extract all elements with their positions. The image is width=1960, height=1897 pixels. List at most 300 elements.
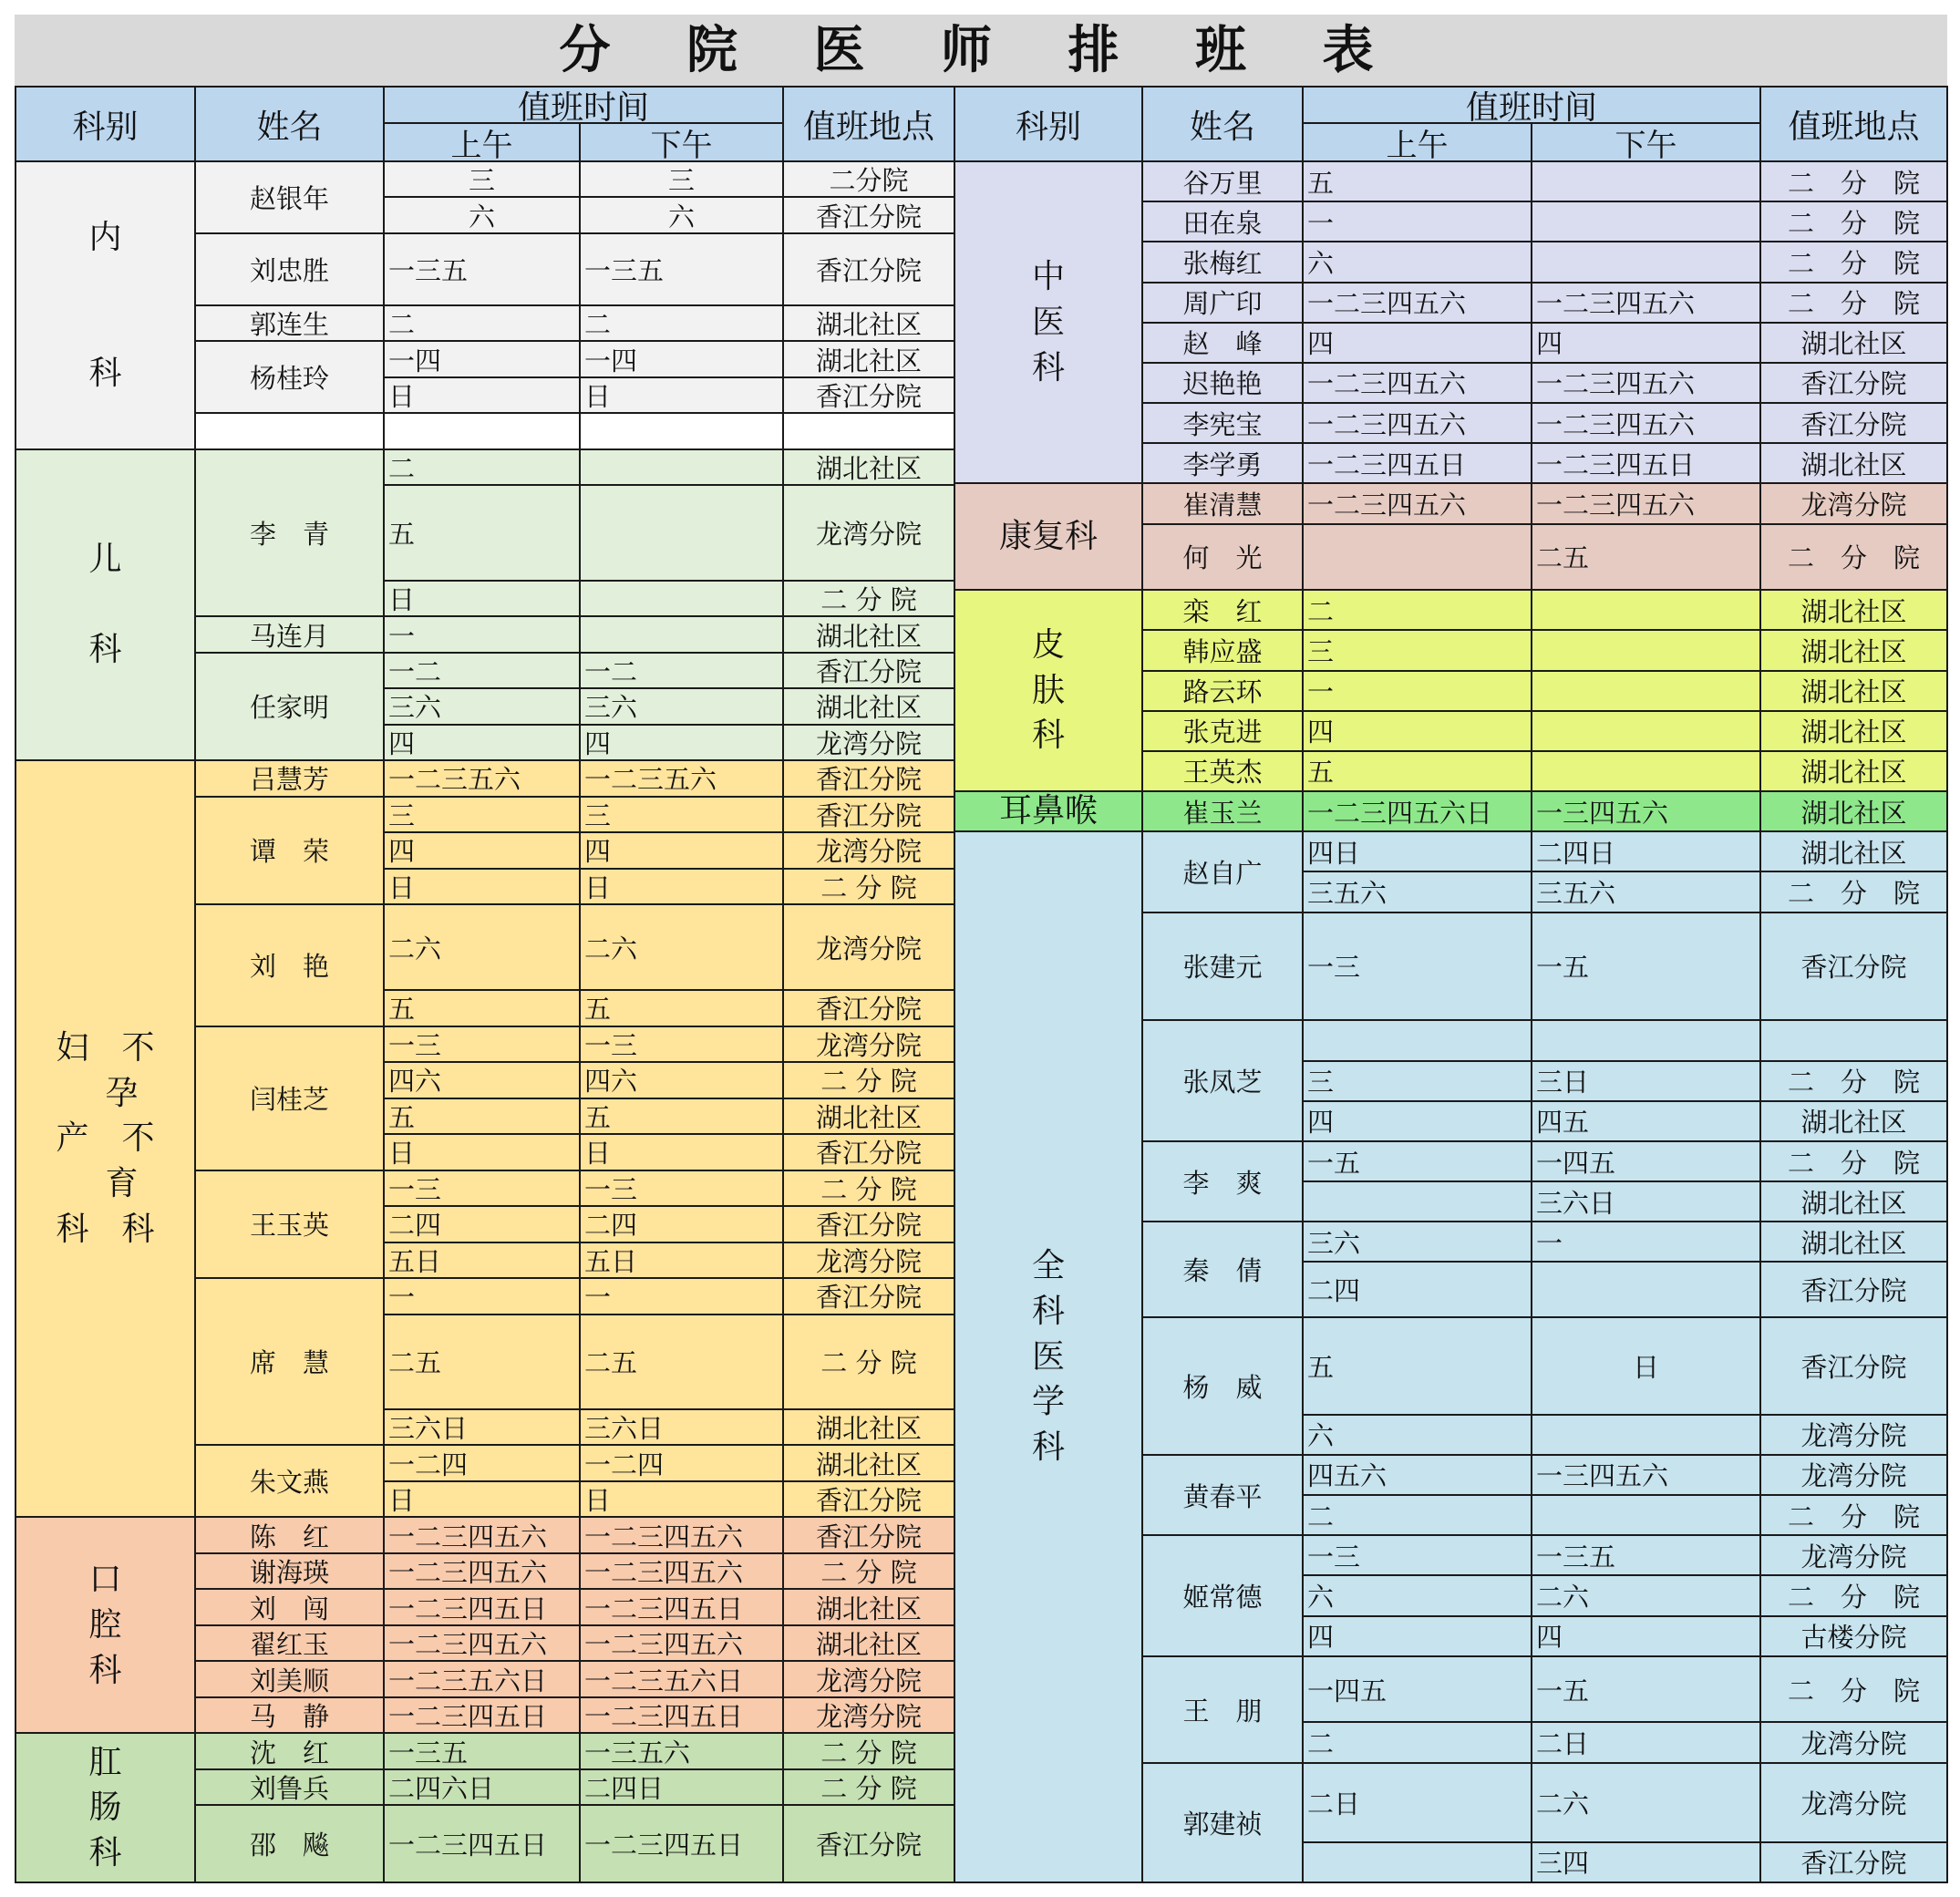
- right-slot-pm: [1532, 202, 1761, 242]
- right-slot-pm: [1532, 324, 1761, 364]
- left-doctor-name-text: 王玉英: [249, 1210, 329, 1242]
- left-slot-am: [385, 162, 581, 198]
- right-slot-location: [1761, 1617, 1948, 1657]
- left-slot-location-text: 香江分院: [815, 656, 922, 687]
- left-slot-location: [784, 378, 955, 414]
- right-doctor-name-text: 崔玉兰: [1182, 797, 1263, 829]
- right-header-pm: [1532, 124, 1761, 162]
- left-doctor-name: [196, 1446, 385, 1518]
- left-slot-am: [385, 1518, 581, 1553]
- right-slot-pm: [1532, 1456, 1761, 1496]
- left-slot-pm-text: 一二三四五六: [584, 1521, 744, 1552]
- left-slot-location: [784, 1171, 955, 1207]
- right-slot-location: [1761, 1456, 1948, 1496]
- right-slot-pm: [1532, 1263, 1761, 1318]
- right-slot-am-text: 一三: [1307, 1541, 1361, 1572]
- right-slot-pm-text: 一四五: [1536, 1147, 1616, 1179]
- left-doctor-name: [196, 450, 385, 617]
- right-slot-pm-text: 一二三四五六: [1536, 489, 1696, 521]
- left-doctor-name: [196, 798, 385, 905]
- left-slot-am: [385, 654, 581, 689]
- right-slot-pm: [1532, 1102, 1761, 1142]
- right-slot-location: [1761, 631, 1948, 671]
- left-slot-location-text: 湖北社区: [815, 1413, 922, 1445]
- left-slot-am: [385, 1482, 581, 1518]
- right-slot-pm: [1532, 404, 1761, 444]
- right-header-dept: [955, 86, 1143, 162]
- right-slot-pm: [1532, 752, 1761, 792]
- left-slot-location-text: 湖北社区: [815, 453, 922, 485]
- right-slot-location-text: 湖北社区: [1800, 595, 1907, 627]
- right-slot-am: [1304, 242, 1532, 283]
- right-slot-pm: [1532, 672, 1761, 712]
- right-slot-location: [1761, 1576, 1948, 1616]
- left-slot-pm-text: 六: [667, 201, 695, 232]
- left-slot-am-text: 三: [468, 165, 495, 197]
- left-slot-pm: [581, 1590, 784, 1625]
- left-slot-location: [784, 1315, 955, 1410]
- left-slot-pm: [581, 234, 784, 306]
- right-slot-pm-text: 一三五: [1536, 1541, 1616, 1572]
- right-doctor-name: [1143, 404, 1304, 444]
- left-slot-location: [784, 689, 955, 725]
- left-slot-location: [784, 306, 955, 342]
- right-slot-location: [1761, 242, 1948, 283]
- right-slot-location: [1761, 1496, 1948, 1536]
- right-doctor-name-text: 路云环: [1182, 676, 1263, 708]
- right-doctor-name-text: 赵自广: [1182, 857, 1263, 889]
- left-slot-am-text: 四六: [388, 1066, 442, 1098]
- left-slot-pm: [581, 1662, 784, 1697]
- right-slot-location-text: 二 分 院: [1787, 1675, 1920, 1706]
- right-slot-location: [1761, 872, 1948, 912]
- left-slot-pm: [581, 1734, 784, 1769]
- left-slot-location: [784, 1734, 955, 1769]
- left-slot-pm: [581, 198, 784, 233]
- right-slot-am-text: 一五: [1307, 1147, 1361, 1179]
- left-slot-am-text: 一二三四五六: [388, 1629, 548, 1661]
- left-slot-location-text: 龙湾分院: [815, 1029, 922, 1061]
- left-slot-am-text: 四: [388, 836, 416, 868]
- right-slot-pm-text: 一二三四五六: [1536, 408, 1696, 440]
- left-slot-pm-text: 一二三四五日: [584, 1701, 744, 1733]
- right-slot-am: [1304, 444, 1532, 484]
- right-slot-location: [1761, 712, 1948, 752]
- right-doctor-name: [1143, 792, 1304, 832]
- left-doctor-name: [196, 1027, 385, 1171]
- left-doctor-name-text: 刘美顺: [249, 1665, 329, 1696]
- left-slot-pm-text: 一三: [584, 1173, 638, 1205]
- right-slot-location: [1761, 1723, 1948, 1763]
- left-slot-location-text: 二 分 院: [820, 1557, 917, 1589]
- right-slot-am: [1304, 591, 1532, 631]
- left-slot-location-text: 香江分院: [815, 1485, 922, 1517]
- left-doctor-name-text: 刘 艳: [249, 951, 329, 983]
- left-slot-am-text: 二六: [388, 933, 442, 964]
- left-header-dept: [15, 86, 196, 162]
- right-slot-pm: [1532, 1657, 1761, 1724]
- left-slot-pm: [581, 905, 784, 991]
- left-slot-am: [385, 342, 581, 377]
- left-doctor-name-text: 谭 荣: [249, 836, 329, 868]
- right-slot-am: [1304, 1764, 1532, 1843]
- left-doctor-name-text: 翟红玉: [249, 1629, 329, 1661]
- left-slot-pm-text: 二六: [584, 933, 638, 964]
- left-slot-location: [784, 1626, 955, 1662]
- left-slot-am-text: 三六日: [388, 1413, 469, 1445]
- right-slot-am: [1304, 712, 1532, 752]
- left-slot-location-text: 二 分 院: [820, 1773, 917, 1805]
- left-slot-pm-text: 一四: [584, 345, 638, 376]
- right-slot-am: [1304, 1021, 1532, 1061]
- right-header-name-text: 姓名: [1189, 108, 1255, 146]
- left-slot-location-text: 香江分院: [815, 799, 922, 831]
- right-slot-pm: [1532, 1496, 1761, 1536]
- left-doctor-name: [196, 761, 385, 797]
- left-slot-location-text: 湖北社区: [815, 309, 922, 341]
- right-doctor-name-text: 李 爽: [1182, 1167, 1263, 1199]
- left-slot-location: [784, 761, 955, 797]
- right-slot-am: [1304, 1062, 1532, 1102]
- right-slot-am-text: 一四五: [1307, 1675, 1387, 1706]
- right-slot-am-text: 一二三四五六: [1307, 408, 1467, 440]
- right-slot-am-text: 一二三四五日: [1307, 448, 1467, 480]
- right-slot-pm: [1532, 1723, 1761, 1763]
- right-slot-pm-text: 四五: [1536, 1107, 1590, 1139]
- left-header-name: [196, 86, 385, 162]
- left-slot-location: [784, 833, 955, 869]
- right-doctor-name: [1143, 324, 1304, 364]
- left-slot-am-text: 三六: [388, 692, 442, 724]
- left-slot-pm: [581, 486, 784, 581]
- right-slot-am: [1304, 832, 1532, 872]
- right-slot-location-text: 二 分 院: [1787, 877, 1920, 909]
- left-doctor-name-text: 刘 闯: [249, 1593, 329, 1624]
- right-slot-am-text: 一二三四五六: [1307, 368, 1467, 400]
- right-slot-location-text: 香江分院: [1800, 368, 1907, 400]
- right-slot-pm: [1532, 1764, 1761, 1843]
- right-slot-pm: [1532, 1142, 1761, 1182]
- left-slot-am-text: 六: [468, 201, 495, 232]
- left-slot-location-text: 湖北社区: [815, 692, 922, 724]
- right-slot-location: [1761, 324, 1948, 364]
- left-slot-pm-text: 三六: [584, 692, 638, 724]
- left-slot-pm: [581, 726, 784, 761]
- right-slot-pm-text: 三日: [1536, 1067, 1590, 1098]
- left-slot-am-text: 一三: [388, 1029, 442, 1061]
- right-doctor-name-text: 何 光: [1182, 542, 1263, 574]
- left-doctor-name: [196, 306, 385, 342]
- right-slot-location: [1761, 404, 1948, 444]
- left-slot-am-text: 五: [388, 1101, 416, 1133]
- right-slot-pm-text: 一二三四五日: [1536, 448, 1696, 480]
- left-slot-location: [784, 486, 955, 581]
- left-slot-am-text: 一: [388, 620, 416, 652]
- left-slot-pm-text: 三六日: [584, 1413, 665, 1445]
- right-header-pm-text: 下午: [1614, 127, 1677, 162]
- right-slot-am: [1304, 1657, 1532, 1724]
- right-slot-location-text: 二 分 院: [1787, 167, 1920, 199]
- right-doctor-name: [1143, 364, 1304, 404]
- right-doctor-name: [1143, 832, 1304, 912]
- left-slot-am-text: 一: [388, 1282, 416, 1314]
- right-doctor-name: [1143, 1222, 1304, 1318]
- right-dept-1-text: 康复科: [998, 517, 1098, 555]
- left-slot-am: [385, 1446, 581, 1481]
- left-doctor-name: [196, 617, 385, 653]
- left-slot-location: [784, 1207, 955, 1242]
- right-header-time: [1304, 86, 1761, 124]
- left-slot-location: [784, 198, 955, 233]
- left-doctor-name: [196, 1626, 385, 1662]
- left-slot-pm-text: 三: [667, 165, 695, 197]
- left-slot-pm: [581, 378, 784, 414]
- right-slot-location-text: 湖北社区: [1800, 448, 1907, 480]
- left-doctor-name: [196, 1770, 385, 1806]
- right-doctor-name: [1143, 1536, 1304, 1657]
- right-slot-location: [1761, 284, 1948, 324]
- left-slot-pm-text: 一二四: [584, 1449, 665, 1480]
- left-doctor-name-text: 邵 飚: [249, 1830, 329, 1861]
- left-slot-pm-text: 一二三四五日: [584, 1593, 744, 1624]
- left-slot-pm: [581, 1806, 784, 1883]
- left-slot-pm-text: 日: [584, 1138, 612, 1170]
- right-slot-location-text: 香江分院: [1800, 1275, 1907, 1307]
- right-slot-location-text: 二 分 院: [1787, 1067, 1920, 1098]
- left-slot-am: [385, 1027, 581, 1063]
- left-slot-am-text: 四: [388, 727, 416, 759]
- right-slot-am-text: 四: [1307, 1107, 1335, 1139]
- right-slot-pm-text: 三六日: [1536, 1187, 1616, 1219]
- left-doctor-name: [196, 1734, 385, 1769]
- left-slot-pm: [581, 689, 784, 725]
- left-slot-location: [784, 414, 955, 449]
- left-slot-pm-text: 三: [584, 799, 612, 831]
- left-slot-pm-text: 日: [584, 381, 612, 413]
- left-slot-am-text: 二四六日: [388, 1773, 495, 1805]
- left-slot-am-text: 一二三四五日: [388, 1593, 548, 1624]
- right-slot-am: [1304, 1318, 1532, 1415]
- right-slot-location: [1761, 1416, 1948, 1456]
- left-slot-location: [784, 1099, 955, 1135]
- right-header-am: [1304, 124, 1532, 162]
- left-slot-am: [385, 1590, 581, 1625]
- right-slot-pm-text: 三四: [1536, 1848, 1590, 1880]
- left-slot-pm: [581, 582, 784, 617]
- left-slot-location-text: 龙湾分院: [815, 727, 922, 759]
- left-slot-location-text: 二 分 院: [820, 871, 917, 903]
- left-slot-location-text: 龙湾分院: [815, 1701, 922, 1733]
- right-slot-pm-text: 日: [1632, 1352, 1659, 1384]
- right-slot-pm: [1532, 832, 1761, 872]
- left-dept-1-text: 儿 科: [88, 541, 122, 669]
- left-doctor-name-text: 赵银年: [249, 182, 329, 214]
- left-header-pm-text: 下午: [650, 127, 713, 162]
- left-slot-am-text: 一二: [388, 656, 442, 687]
- left-slot-pm: [581, 306, 784, 342]
- right-slot-am-text: 六: [1307, 1581, 1335, 1613]
- right-slot-am-text: 三: [1307, 635, 1335, 667]
- right-slot-location: [1761, 1021, 1948, 1061]
- right-slot-pm: [1532, 631, 1761, 671]
- left-header-loc: [784, 86, 955, 162]
- right-slot-location-text: 龙湾分院: [1800, 489, 1907, 521]
- right-slot-am: [1304, 1723, 1532, 1763]
- left-slot-pm-text: 一二三四五日: [584, 1830, 744, 1861]
- right-doctor-name-text: 秦 倩: [1182, 1255, 1263, 1287]
- left-doctor-name-text: 郭连生: [249, 309, 329, 341]
- left-doctor-name-text: 马 静: [249, 1701, 329, 1733]
- left-doctor-name: [196, 1518, 385, 1553]
- left-slot-pm-text: 日: [584, 1485, 612, 1517]
- left-doctor-name: [196, 162, 385, 234]
- right-slot-am: [1304, 1222, 1532, 1263]
- page-title: 分 院 医 师 排 班 表: [15, 15, 1947, 86]
- right-slot-pm-text: 一三四五六: [1536, 797, 1669, 829]
- left-slot-am-text: 一二三四五六: [388, 1557, 548, 1589]
- left-slot-am: [385, 761, 581, 797]
- left-doctor-name-text: 谢海瑛: [249, 1557, 329, 1589]
- right-dept-4-text: 全 科 医 学 科: [1031, 1247, 1065, 1467]
- left-slot-pm: [581, 1279, 784, 1314]
- left-slot-am-text: 一三五: [388, 254, 469, 286]
- left-slot-location: [784, 991, 955, 1026]
- left-doctor-name: [196, 1279, 385, 1446]
- right-slot-pm: [1532, 1182, 1761, 1222]
- left-slot-am: [385, 1734, 581, 1769]
- right-slot-am-text: 五: [1307, 757, 1335, 789]
- left-slot-location-text: 二 分 院: [820, 1347, 917, 1379]
- left-header-name-text: 姓名: [256, 108, 323, 146]
- right-doctor-name-text: 王英杰: [1182, 757, 1263, 789]
- right-dept-2: [955, 591, 1143, 792]
- left-slot-pm: [581, 1135, 784, 1170]
- right-slot-pm: [1532, 872, 1761, 912]
- right-slot-am-text: 二四: [1307, 1275, 1361, 1307]
- left-slot-location-text: 湖北社区: [815, 1629, 922, 1661]
- right-slot-location-text: 香江分院: [1800, 952, 1907, 984]
- right-doctor-name: [1143, 1021, 1304, 1142]
- right-slot-am: [1304, 1182, 1532, 1222]
- left-slot-pm-text: 四六: [584, 1066, 638, 1098]
- left-slot-location: [784, 1518, 955, 1553]
- left-doctor-name: [196, 905, 385, 1027]
- left-slot-am-text: 一二三四五六: [388, 1521, 548, 1552]
- left-doctor-name: [196, 1554, 385, 1590]
- left-dept-2: [15, 761, 196, 1518]
- left-slot-am-text: 一二四: [388, 1449, 469, 1480]
- left-slot-am: [385, 1626, 581, 1662]
- left-doctor-name: [196, 1590, 385, 1625]
- right-dept-0: [955, 162, 1143, 484]
- left-slot-pm: [581, 414, 784, 449]
- right-slot-location: [1761, 1764, 1948, 1843]
- left-slot-am: [385, 726, 581, 761]
- right-slot-location: [1761, 525, 1948, 592]
- right-slot-am: [1304, 792, 1532, 832]
- left-slot-am-text: 一二三五六日: [388, 1665, 548, 1696]
- left-slot-location: [784, 617, 955, 653]
- left-slot-am: [385, 1243, 581, 1279]
- left-header-time-text: 值班时间: [517, 88, 649, 124]
- left-slot-am-text: 日: [388, 1138, 416, 1170]
- left-slot-pm: [581, 654, 784, 689]
- right-dept-2-text: 皮 肤 科: [1031, 626, 1065, 755]
- right-slot-pm: [1532, 1617, 1761, 1657]
- right-dept-0-text: 中 医 科: [1031, 258, 1065, 387]
- left-slot-location-text: 香江分院: [815, 254, 922, 286]
- left-slot-location-text: 香江分院: [815, 764, 922, 796]
- right-slot-pm: [1532, 364, 1761, 404]
- right-slot-pm-text: 四: [1536, 1622, 1563, 1654]
- right-slot-am-text: 二: [1307, 1727, 1335, 1759]
- right-doctor-name-text: 张凤芝: [1182, 1067, 1263, 1098]
- left-dept-3-text: 口 腔 科: [88, 1561, 122, 1689]
- right-slot-am-text: 一二三四五六: [1307, 288, 1467, 320]
- left-slot-am-text: 日: [388, 381, 416, 413]
- right-slot-pm-text: 一五: [1536, 952, 1590, 984]
- left-slot-am: [385, 1554, 581, 1590]
- right-slot-am: [1304, 1496, 1532, 1536]
- right-slot-am-text: 一: [1307, 676, 1335, 708]
- left-slot-location-text: 龙湾分院: [815, 933, 922, 964]
- left-slot-location-text: 香江分院: [815, 381, 922, 413]
- left-slot-pm-text: 一二三四五六: [584, 1557, 744, 1589]
- right-header-name: [1143, 86, 1304, 162]
- right-slot-pm-text: 二六: [1536, 1581, 1590, 1613]
- left-slot-location: [784, 1698, 955, 1734]
- right-slot-am-text: 四五六: [1307, 1460, 1387, 1492]
- left-slot-pm-text: 二四: [584, 1210, 638, 1242]
- right-doctor-name: [1143, 444, 1304, 484]
- left-header-time: [385, 86, 784, 124]
- right-slot-am: [1304, 484, 1532, 524]
- left-slot-am-text: 日: [388, 1485, 416, 1517]
- left-slot-am: [385, 1770, 581, 1806]
- right-slot-location-text: 龙湾分院: [1800, 1727, 1907, 1759]
- left-slot-location: [784, 234, 955, 306]
- right-header-dept-text: 科别: [1015, 108, 1081, 146]
- right-slot-pm-text: 二五: [1536, 542, 1590, 574]
- right-slot-location-text: 湖北社区: [1800, 328, 1907, 360]
- right-doctor-name-text: 王 朋: [1182, 1695, 1263, 1727]
- right-slot-am: [1304, 284, 1532, 324]
- left-slot-am-text: 二: [388, 453, 416, 485]
- left-slot-location-text: 龙湾分院: [815, 1665, 922, 1696]
- right-slot-location: [1761, 1843, 1948, 1883]
- right-slot-am-text: 四日: [1307, 837, 1361, 869]
- left-slot-location-text: 湖北社区: [815, 1449, 922, 1480]
- right-slot-location-text: 二 分 院: [1787, 1147, 1920, 1179]
- right-slot-am-text: 二: [1307, 1500, 1335, 1532]
- right-slot-location-text: 湖北社区: [1800, 717, 1907, 748]
- left-slot-am-text: 一三: [388, 1173, 442, 1205]
- right-doctor-name: [1143, 712, 1304, 752]
- left-slot-pm: [581, 1770, 784, 1806]
- left-doctor-name: [196, 1662, 385, 1697]
- right-doctor-name: [1143, 525, 1304, 592]
- right-slot-location-text: 湖北社区: [1800, 757, 1907, 789]
- left-header-loc-text: 值班地点: [802, 108, 934, 146]
- left-slot-am: [385, 1171, 581, 1207]
- right-slot-pm: [1532, 1536, 1761, 1576]
- right-slot-pm-text: 三五六: [1536, 877, 1616, 909]
- left-slot-am-text: 二五: [388, 1347, 442, 1379]
- left-slot-am: [385, 1410, 581, 1446]
- right-slot-am-text: 一二三四五六: [1307, 489, 1467, 521]
- right-slot-pm-text: 一: [1536, 1227, 1563, 1259]
- right-slot-am-text: 四: [1307, 1622, 1335, 1654]
